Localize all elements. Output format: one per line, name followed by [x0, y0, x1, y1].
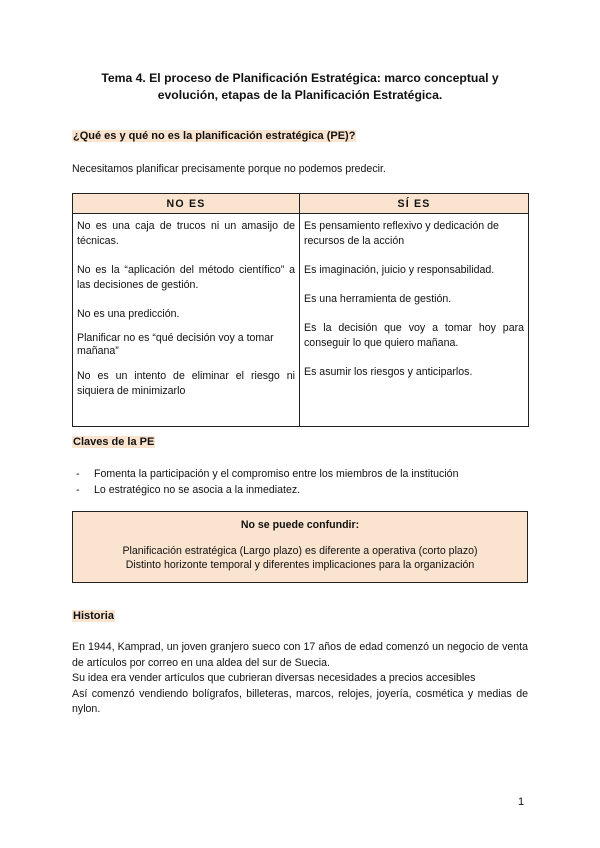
bullet-marker: -	[76, 484, 80, 496]
note-box	[72, 511, 528, 583]
header-si-es: SÍ ES	[300, 194, 529, 214]
pe-comparison-table	[72, 193, 529, 427]
historia-paragraph: Su idea era vender artículos que cubrieran diversas necesidades a precios accesibles	[72, 672, 476, 684]
page-number: 1	[518, 796, 525, 808]
list-item	[72, 466, 458, 482]
list-item-text: Fomenta la participación y el compromiso entre los miembros de la institución	[94, 468, 459, 480]
si-es-item: Es la decisión que voy a tomar hoy para conseguir lo que quiero mañana.	[304, 322, 524, 349]
section-heading-historia	[72, 610, 115, 622]
no-es-item: No es una caja de trucos ni un amasijo de técnicas.	[77, 220, 295, 247]
section-heading-pe-text: ¿Qué es y qué no es la planificación estratégica (PE)?	[73, 130, 356, 142]
no-es-item: No es un intento de eliminar el riesgo ni siquiera de minimizarlo	[77, 370, 295, 397]
page-title	[60, 70, 540, 104]
historia-text	[72, 640, 528, 718]
historia-paragraph: Así comenzó vendiendo bolígrafos, billeteras, marcos, relojes, joyería, cosmética y medias de nylon.	[72, 687, 528, 715]
section-heading-claves-text: Claves de la PE	[73, 436, 155, 448]
no-es-item: Planificar no es “qué decisión voy a tomar mañana”	[77, 332, 274, 357]
column-si-es	[300, 214, 529, 427]
no-es-item: No es la “aplicación del método científico” a las decisiones de gestión.	[77, 264, 295, 291]
no-es-item: No es una predicción.	[77, 308, 180, 320]
si-es-item: Es pensamiento reflexivo y dedicación de recursos de la acción	[304, 220, 499, 247]
si-es-item: Es imaginación, juicio y responsabilidad.	[304, 264, 495, 276]
list-item-text: Lo estratégico no se asocia a la inmediatez.	[94, 484, 301, 496]
header-no-es: NO ES	[73, 194, 300, 214]
note-title: No se puede confundir:	[240, 519, 360, 531]
list-item	[72, 482, 458, 498]
section-heading-historia-text: Historia	[73, 610, 114, 622]
title-line-1: Tema 4. El proceso de Planificación Estratégica: marco conceptual y	[101, 71, 499, 85]
si-es-item: Es una herramienta de gestión.	[304, 293, 452, 305]
intro-paragraph: Necesitamos planificar precisamente porque no podemos predecir.	[72, 163, 386, 175]
note-line: Distinto horizonte temporal y diferentes implicaciones para la organización	[125, 559, 475, 571]
si-es-item: Es asumir los riesgos y anticiparlos.	[304, 366, 473, 378]
claves-list	[72, 466, 458, 498]
historia-paragraph: En 1944, Kamprad, un joven granjero sueco con 17 años de edad comenzó un negocio de venta de artículos por correo en una aldea del sur de Suecia.	[72, 641, 528, 669]
column-no-es	[73, 214, 300, 427]
note-line: Planificación estratégica (Largo plazo) es diferente a operativa (corto plazo)	[122, 545, 478, 557]
bullet-marker: -	[76, 468, 80, 480]
section-heading-pe	[72, 130, 356, 142]
section-heading-claves	[72, 436, 155, 448]
title-line-2: evolución, etapas de la Planificación Estratégica.	[157, 88, 443, 102]
